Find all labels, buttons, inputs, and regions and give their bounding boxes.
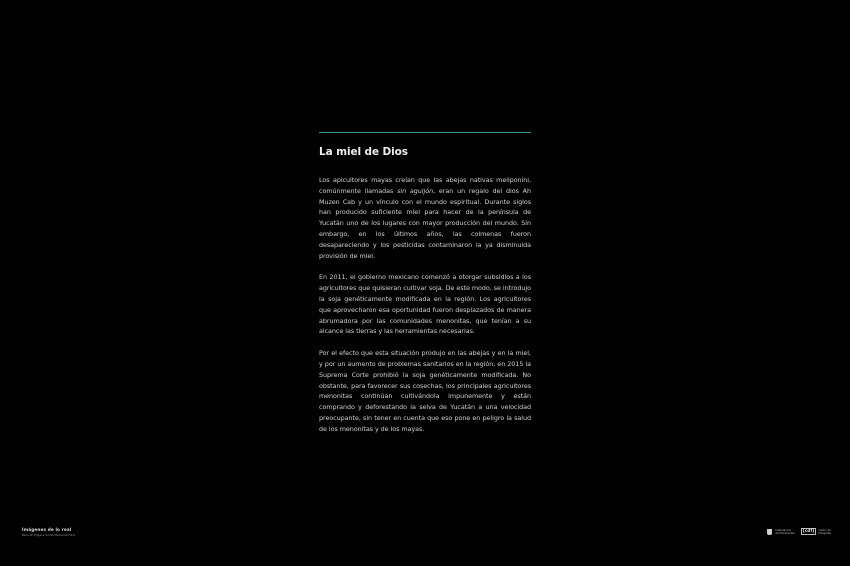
cdf-logo-mark: [cdf] <box>802 529 815 534</box>
footer-logos <box>767 528 831 535</box>
cdf-logo-line-2: fotografía <box>818 531 831 535</box>
footer-subtitle: Beca W. Eugene Smith Memorial Fund <box>22 533 76 537</box>
cdf-logo-line-1: centro de <box>818 528 831 532</box>
article-title: La miel de Dios <box>319 146 408 158</box>
intendencia-logo-line-2: de Montevideo <box>775 531 795 535</box>
shield-icon <box>767 529 772 535</box>
paragraph-3: Por el efecto que esta situación produjo en las abejas y en la miel, y por un aumento de problemas sanitarios en la región, en 2015 la Suprema Corte prohibió la soja genéticamente modificada. No obstante, para favorecer sus cosechas, los principales agricultores menonitas continúan cultivándola impunemente y están comprando y deforestando la selva de Yucatán a una velocidad preocupante, sin tener en cuenta que eso pone en peligro la salud de los menonitas y de los mayas. <box>319 349 531 433</box>
article <box>319 132 531 446</box>
paragraph-1-italic: sin aguijón <box>397 186 434 195</box>
intendencia-logo-text <box>775 529 794 535</box>
article-body <box>319 175 531 435</box>
intendencia-logo-line-1: Intendencia <box>775 528 791 532</box>
paragraph-1-part-2: , eran un regalo del dios Ah Muzen Cab y un vínculo con el mundo espiritual. Durante siglos han producido suficiente miel para hacer de la península de Yucatán uno de los lugares con mayor producción del mundo. Sin embargo, en los últimos años, las colmenas fueron desapareciendo y los pesticidas contaminaron la ya disminuida provisión de miel. <box>319 186 532 260</box>
footer-title: Imágenes de lo real <box>22 527 72 532</box>
paragraph-2: En 2011, el gobierno mexicano comenzó a otorgar subsidios a los agricultores que quisieran cultivar soja. De este modo, se introdujo la soja genéticamente modificada en la región. Los agricultores que aprovecharon esa oportunidad fueron desplazados de manera abrumadora por las comunidades menonitas, que tenían a su alcance las tierras y las herramientas necesarias. <box>319 273 531 336</box>
accent-rule <box>319 132 531 133</box>
cdf-logo <box>801 528 831 535</box>
intendencia-logo <box>767 529 794 535</box>
cdf-logo-text <box>818 529 831 535</box>
paragraph-1-part-1: Los apicultores mayas creían que las abejas nativas meliponini, comúnmente llamadas <box>319 176 531 195</box>
footer-credit <box>22 527 75 537</box>
paragraph-1 <box>319 175 531 261</box>
